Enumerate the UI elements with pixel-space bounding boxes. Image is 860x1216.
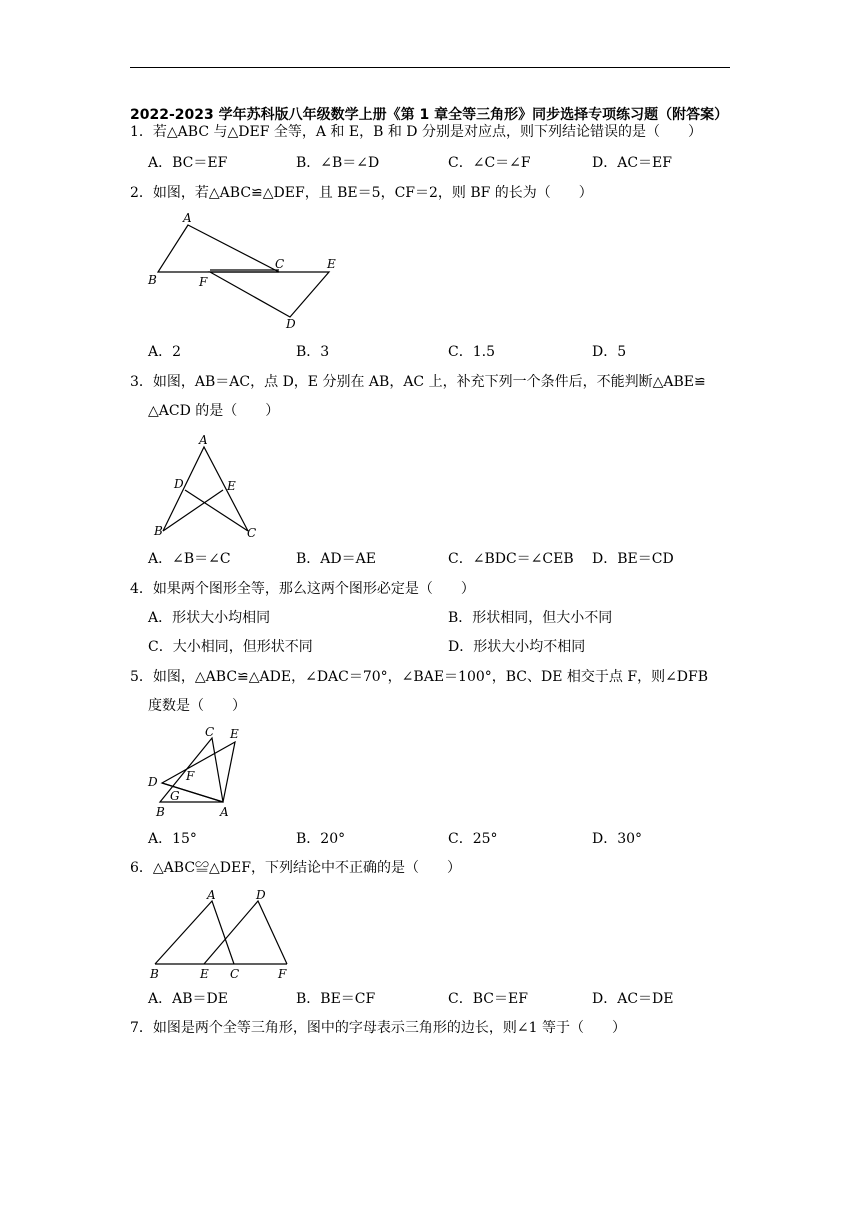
question-2-text: 2．如图，若△ABC≌△DEF，且 BE＝5，CF＝2，则 BF 的长为（ ） xyxy=(130,185,593,201)
q5-label-g: G xyxy=(170,789,180,803)
q6-option-c[interactable]: C．BC＝EF xyxy=(448,991,528,1007)
q2-label-c: C xyxy=(275,257,285,271)
q6-label-a: A xyxy=(207,888,216,902)
q2-label-d: D xyxy=(286,317,296,331)
question-3-text-line-2: △ACD 的是（ ） xyxy=(148,403,280,419)
q6-label-d: D xyxy=(256,888,266,902)
q3-label-e: E xyxy=(227,479,236,493)
q2-option-c[interactable]: C．1.5 xyxy=(448,344,495,360)
question-5-text-line-2: 度数是（ ） xyxy=(148,698,246,714)
q3-option-d[interactable]: D．BE＝CD xyxy=(592,551,674,567)
q5-option-a[interactable]: A．15° xyxy=(148,831,197,847)
q2-label-b: B xyxy=(148,273,157,287)
q6-option-b[interactable]: B．BE＝CF xyxy=(296,991,376,1007)
q2-label-e: E xyxy=(327,257,336,271)
q2-option-d[interactable]: D．5 xyxy=(592,344,627,360)
question-5-text-line-1: 5．如图，△ABC≌△ADE，∠DAC＝70°，∠BAE＝100°，BC、DE 相交于点 F，则∠DFB xyxy=(130,669,709,685)
q2-label-f: F xyxy=(199,275,208,289)
q4-option-c[interactable]: C．大小相同，但形状不同 xyxy=(148,639,313,655)
q5-label-b: B xyxy=(156,805,165,819)
q4-option-a[interactable]: A．形状大小均相同 xyxy=(148,610,271,626)
q5-label-d: D xyxy=(148,775,158,789)
q6-option-d[interactable]: D．AC＝DE xyxy=(592,991,674,1007)
q1-option-c[interactable]: C．∠C＝∠F xyxy=(448,155,531,171)
q5-label-e: E xyxy=(230,727,239,741)
q3-label-d: D xyxy=(174,477,184,491)
q5-label-c: C xyxy=(205,725,215,739)
q2-label-a: A xyxy=(183,211,192,225)
question-1-text: 1．若△ABC 与△DEF 全等，A 和 E，B 和 D 分别是对应点，则下列结论错误的是（ ） xyxy=(130,124,702,140)
q5-label-f: F xyxy=(186,769,195,783)
question-7-text: 7．如图是两个全等三角形，图中的字母表示三角形的边长，则∠1 等于（ ） xyxy=(130,1020,626,1036)
q5-label-a: A xyxy=(220,805,229,819)
question-4-text: 4．如果两个图形全等，那么这两个图形必定是（ ） xyxy=(130,581,475,597)
q6-label-e: E xyxy=(200,967,209,981)
q3-option-b[interactable]: B．AD＝AE xyxy=(296,551,376,567)
q2-option-a[interactable]: A．2 xyxy=(148,344,182,360)
q3-label-a: A xyxy=(199,433,208,447)
q3-option-c[interactable]: C．∠BDC＝∠CEB xyxy=(448,551,574,567)
question-6-text: 6．△ABC≌△DEF，下列结论中不正确的是（ ） xyxy=(130,860,461,876)
q6-label-f: F xyxy=(278,967,287,981)
q6-triangle-abc xyxy=(155,901,234,964)
q1-option-b[interactable]: B．∠B＝∠D xyxy=(296,155,380,171)
q1-option-a[interactable]: A．BC＝EF xyxy=(148,155,228,171)
q2-option-b[interactable]: B．3 xyxy=(296,344,330,360)
q3-label-c: C xyxy=(247,526,257,540)
q5-option-d[interactable]: D．30° xyxy=(592,831,643,847)
q3-label-b: B xyxy=(154,524,163,538)
q6-option-a[interactable]: A．AB＝DE xyxy=(148,991,228,1007)
q5-option-c[interactable]: C．25° xyxy=(448,831,498,847)
q5-option-b[interactable]: B．20° xyxy=(296,831,346,847)
q4-option-d[interactable]: D．形状大小均不相同 xyxy=(448,639,586,655)
q4-option-b[interactable]: B．形状相同，但大小不同 xyxy=(448,610,613,626)
q1-option-d[interactable]: D．AC＝EF xyxy=(592,155,672,171)
q6-label-b: B xyxy=(150,967,159,981)
question-3-text-line-1: 3．如图，AB＝AC，点 D，E 分别在 AB，AC 上，补充下列一个条件后，不能判断△ABE≌ xyxy=(130,374,706,390)
q3-option-a[interactable]: A．∠B＝∠C xyxy=(148,551,231,567)
q6-triangle-def xyxy=(204,901,287,964)
q6-label-c: C xyxy=(230,967,240,981)
page-title: 2022-2023 学年苏科版八年级数学上册《第 1 章全等三角形》同步选择专项练习题（附答案） xyxy=(130,107,729,123)
